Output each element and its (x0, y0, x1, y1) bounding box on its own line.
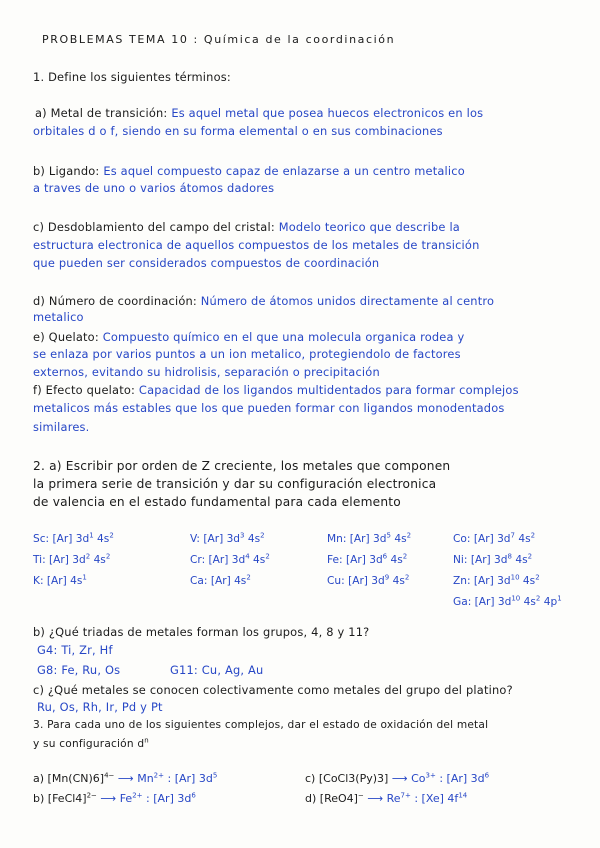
q3-b-ion-charge: 2+ (132, 791, 143, 800)
q3-b-label: b) (33, 792, 45, 805)
arrow-icon: ⟶ (100, 792, 117, 805)
q2-c-answer: Ru, Os, Rh, Ir, Pd y Pt (37, 700, 163, 714)
arrow-icon: ⟶ (391, 772, 408, 785)
config-d-electrons: 10 (510, 573, 520, 582)
config-element: Ga: (453, 596, 475, 608)
q1-e-definition-1: Compuesto químico en el que una molecula organica rodea y (102, 330, 465, 344)
config-d-electrons: 7 (510, 531, 515, 540)
config-s-electrons: 2 (109, 531, 114, 540)
q3-d-complex: [ReO4] (319, 792, 358, 805)
q1-f-definition-1: Capacidad de los ligandos multidentados para formar complejos (138, 383, 519, 397)
config-p-electrons: 1 (557, 594, 562, 603)
config-element: V: (190, 533, 204, 545)
q3-d-config-e: 14 (458, 791, 468, 800)
config-s-orbital: 4s (515, 533, 531, 545)
q1-e-definition-2: se enlaza por varios puntos a un ion metalico, protegiendolo de factores (33, 347, 461, 361)
q1-c-label: c) Desdoblamiento del campo del cristal: (33, 220, 275, 234)
config-core: [Ar] 3d (208, 554, 246, 566)
q1-f-line-1 (33, 383, 519, 397)
config-d-electrons: 5 (386, 531, 391, 540)
config-d-electrons: 2 (85, 552, 91, 561)
q1-b-definition-2: a traves de uno o varios átomos dadores (33, 181, 275, 195)
q2-c-question: c) ¿Qué metales se conocen colectivamente como metales del grupo del platino? (33, 683, 513, 697)
config-element: Mn: (327, 533, 350, 545)
q2-a-line-3: de valencia en el estado fundamental para cada elemento (33, 495, 401, 509)
q3-a-charge: 4− (104, 771, 115, 780)
config-co (453, 533, 535, 546)
q3-d-ion: Re (386, 792, 401, 805)
q3-a-complex: [Mn(CN)6] (47, 772, 105, 785)
q3-b-equation (33, 792, 196, 806)
config-fe (327, 554, 407, 567)
q1-d-definition-1: Número de átomos unidos directamente al centro (200, 294, 495, 308)
config-element: K: (33, 575, 47, 587)
q3-line-2-superscript: n (144, 736, 149, 745)
config-s-orbital: 4s (511, 554, 528, 566)
config-core: [Ar] 3d (473, 533, 511, 545)
config-element: Fe: (327, 554, 346, 566)
config-element: Ni: (453, 554, 471, 566)
config-s-electrons: 2 (530, 531, 536, 540)
config-mn (327, 533, 411, 546)
q2-group-11: G11: Cu, Ag, Au (170, 663, 264, 677)
q1-e-label: e) Quelato: (33, 330, 99, 344)
q3-d-charge: − (357, 791, 364, 800)
config-s-orbital: 4s (389, 575, 405, 587)
config-s-orbital: 4s (387, 554, 403, 566)
q3-b-charge: 2− (86, 791, 97, 800)
q1-b-line-1 (33, 164, 465, 178)
config-s-orbital: 4s (520, 596, 536, 608)
config-core: [Ar] 3d (345, 554, 383, 566)
arrow-icon: ⟶ (117, 772, 134, 785)
config-core: [Ar] 4s (210, 575, 247, 587)
q1-c-definition-2: estructura electronica de aquellos compuestos de los metales de transición (33, 238, 480, 252)
q3-a-label: a) (33, 772, 45, 785)
q3-a-equation (33, 772, 217, 786)
config-core: [Ar] 3d (348, 575, 385, 587)
q2-group-8: G8: Fe, Ru, Os (37, 663, 121, 677)
config-d-electrons: 9 (384, 573, 390, 582)
q2-a-line-1: 2. a) Escribir por orden de Z creciente, los metales que componen (33, 459, 451, 473)
q1-d-definition-2: metalico (33, 310, 84, 324)
q2-group-4: G4: Ti, Zr, Hf (37, 643, 113, 657)
config-s-orbital: 4s (390, 533, 407, 545)
q3-c-complex: [CoCl3(Py)3] (318, 772, 389, 785)
q3-c-config-e: 6 (484, 771, 490, 780)
config-core: [Ar] 3d (203, 533, 241, 545)
q2-b-question: b) ¿Qué triadas de metales forman los grupos, 4, 8 y 11? (33, 625, 370, 639)
q3-c-label: c) (305, 772, 316, 785)
config-s-electrons: 2 (535, 573, 540, 582)
arrow-icon: ⟶ (367, 792, 384, 805)
config-core: [Ar] 4s (46, 575, 83, 587)
config-element: Cr: (190, 554, 209, 566)
config-v (190, 533, 265, 546)
config-d-electrons: 6 (382, 552, 388, 561)
q3-a-ion: Mn (137, 772, 154, 785)
config-s-electrons: 2 (260, 531, 265, 540)
config-d-electrons: 4 (245, 552, 250, 561)
q1-e-definition-3: externos, evitando su hidrolisis, separación o precipitación (33, 365, 380, 379)
q1-c-definition-3: que pueden ser considerados compuestos de coordinación (33, 256, 380, 270)
q3-line-2-text: y su configuración d (33, 738, 145, 750)
q3-c-ion: Co (411, 772, 426, 785)
config-s-orbital: 4s (249, 554, 266, 566)
q1-a-definition-1: Es aquel metal que posea huecos electronicos en los (171, 106, 484, 120)
q1-f-definition-3: similares. (33, 420, 90, 434)
config-s-electrons: 2 (402, 552, 408, 561)
q3-a-ion-charge: 2+ (153, 771, 164, 780)
config-s-electrons: 2 (265, 552, 270, 561)
config-s-electrons: 2 (105, 552, 111, 561)
config-core: [Ar] 3d (474, 596, 512, 608)
config-zn (453, 575, 540, 588)
config-core: [Ar] 3d (52, 533, 90, 545)
q3-d-ion-charge: 7+ (400, 791, 411, 800)
config-ga (453, 596, 562, 609)
q3-c-ion-charge: 3+ (425, 771, 436, 780)
q3-c-config: : [Ar] 3d (439, 772, 485, 785)
config-s-electrons: 2 (406, 531, 412, 540)
q3-a-config-e: 5 (212, 771, 218, 780)
config-cu (327, 575, 409, 588)
config-p-orbital: 4p (540, 596, 558, 608)
q1-b-definition-1: Es aquel compuesto capaz de enlazarse a un centro metalico (103, 164, 465, 178)
q3-b-config-e: 6 (191, 791, 196, 800)
config-d-electrons: 1 (82, 573, 87, 582)
q1-f-definition-2: metalicos más estables que los que pueden formar con ligandos monodentados (33, 401, 505, 415)
q3-a-config: : [Ar] 3d (167, 772, 213, 785)
config-d-electrons: 8 (507, 552, 512, 561)
config-ti (33, 554, 110, 567)
page-title: PROBLEMAS TEMA 10 : Química de la coordinación (42, 33, 396, 46)
config-s-orbital: 4s (90, 554, 106, 566)
config-element: Ca: (190, 575, 211, 587)
q1-d-line-1 (33, 294, 494, 308)
q3-line-1: 3. Para cada uno de los siguientes complejos, dar el estado de oxidación del metal (33, 719, 489, 731)
q1-b-label: b) Ligando: (33, 164, 100, 178)
config-ni (453, 554, 532, 567)
config-s-orbital: 4s (519, 575, 536, 587)
config-s-orbital: 4s (244, 533, 261, 545)
q3-c-equation (305, 772, 489, 786)
config-cr (190, 554, 270, 567)
config-d-electrons: 3 (240, 531, 245, 540)
q3-d-config: : [Xe] 4f (414, 792, 459, 805)
q2-a-line-2: la primera serie de transición y dar su configuración electronica (33, 477, 437, 491)
config-ca (190, 575, 251, 588)
config-element: Cu: (327, 575, 349, 587)
q3-b-complex: [FeCl4] (47, 792, 87, 805)
config-core: [Ar] 3d (470, 554, 508, 566)
q3-line-2 (33, 737, 149, 751)
config-d-electrons: 10 (511, 594, 521, 603)
q1-e-line-1 (33, 330, 464, 344)
config-element: Ti: (33, 554, 50, 566)
q3-d-label: d) (305, 792, 317, 805)
q3-b-config: : [Ar] 3d (146, 792, 192, 805)
config-sc (33, 533, 114, 546)
q1-f-label: f) Efecto quelato: (33, 383, 136, 397)
config-s-electrons: 2 (535, 594, 541, 603)
config-core: [Ar] 3d (349, 533, 387, 545)
config-d-electrons: 1 (89, 531, 94, 540)
config-k (33, 575, 87, 588)
config-s-orbital: 4s (93, 533, 110, 545)
config-element: Co: (453, 533, 474, 545)
q1-a-line-1 (35, 106, 483, 120)
config-element: Zn: (453, 575, 474, 587)
q1-a-label: a) Metal de transición: (35, 106, 168, 120)
q1-c-line-1 (33, 220, 460, 234)
config-s-electrons: 2 (527, 552, 533, 561)
q1-d-label: d) Número de coordinación: (33, 294, 197, 308)
q1-a-definition-2: orbitales d o f, siendo en su forma elemental o en sus combinaciones (33, 124, 443, 138)
config-d-electrons: 2 (246, 573, 251, 582)
q1-c-definition-1: Modelo teorico que describe la (278, 220, 460, 234)
q3-d-equation (305, 792, 467, 806)
config-core: [Ar] 3d (473, 575, 511, 587)
q1-heading: 1. Define los siguientes términos: (33, 70, 231, 84)
q3-b-ion: Fe (119, 792, 133, 805)
config-element: Sc: (33, 533, 53, 545)
config-core: [Ar] 3d (49, 554, 86, 566)
config-s-electrons: 2 (404, 573, 410, 582)
